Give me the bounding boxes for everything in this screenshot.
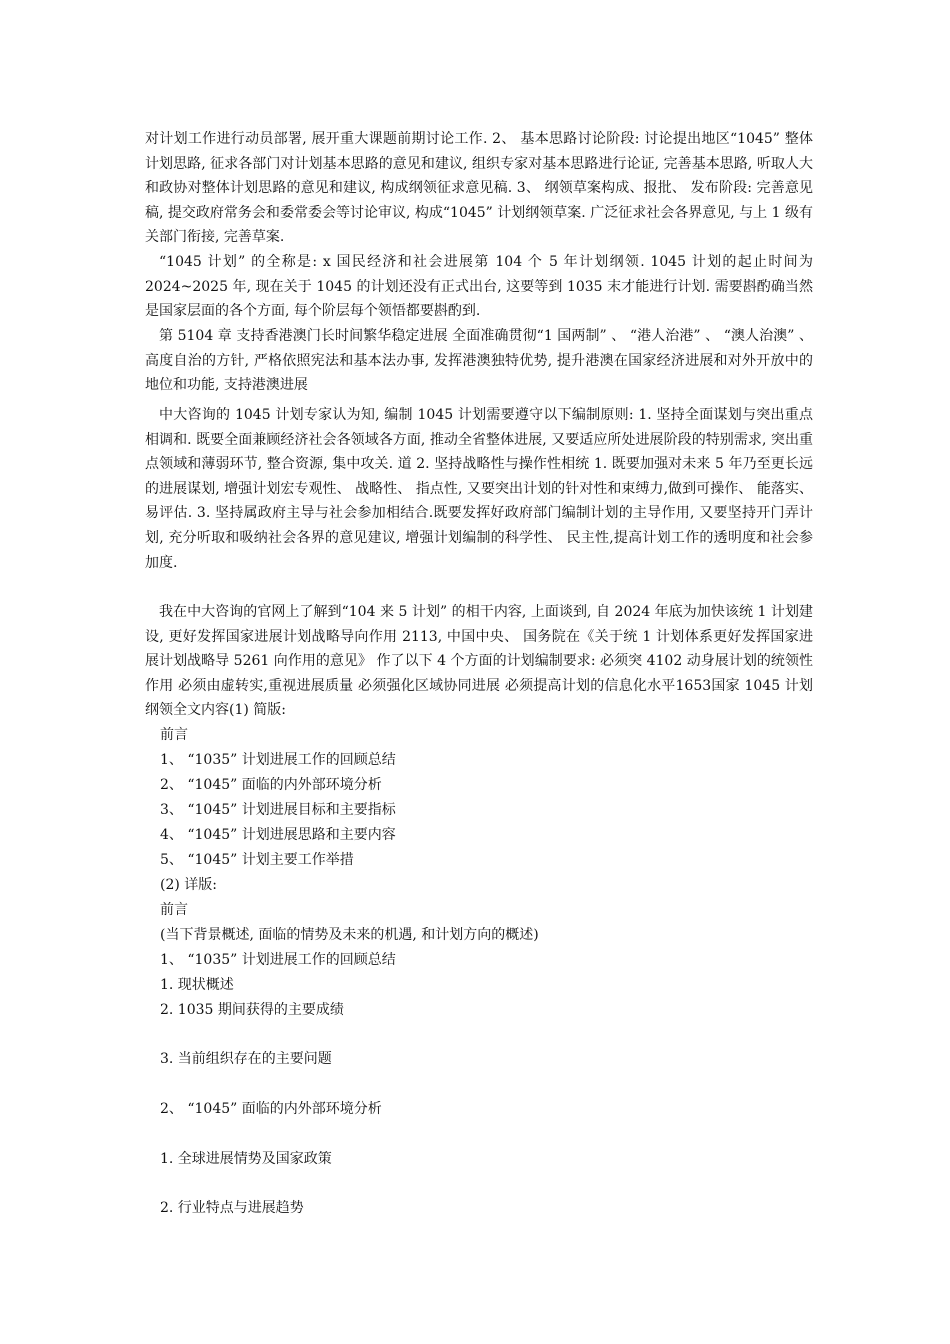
- paragraph-requirements: 我在中大咨询的官网上了解到“104 来 5 计划” 的相干内容, 上面谈到, 自 2024 年底为加快该统 1 计划建设, 更好发挥国家进展计划战略导向作用 2113, 中国中央、 国务院在《关于统 1 计划体系更好发挥国家进展计划战略导 5261 向作用的意见》 作了以下 4 个方面的计划编制要求: 必须突 4102 动身展计划的统领性作用 必须由虚转实,重视进展质量 必须强化区域协同进展 必须提高计划的信息化水平1653国家 1045 计划纲领全文内容(1) 简版:: [145, 604, 813, 719]
- subsection-item: 3. 当前组织存在的主要问题: [160, 1051, 332, 1067]
- outline-item: 2、 “1045” 面临的内外部环境分析: [160, 777, 382, 793]
- paragraph-planning-stages: 对计划工作进行动员部署, 展开重大课题前期讨论工作. 2、 基本思路讨论阶段: 讨论提出地区“1045” 整体计划思路, 征求各部门对计划基本思路的意见和建议, 组织专家对基本思路进行论证, 完善基本思路, 听取人大和政协对整体计划思路的意见和建议, 构成纲领征求意见稿. 3、 纲领草案构成、报批、 发布阶段: 完善意见稿, 提交政府常务会和委常委会等讨论审议, 构成“1045” 计划纲领草案. 广泛征求社会各界意见, 与上 1 级有关部门衔接, 完善草案.: [145, 131, 813, 246]
- subsection-item: 2. 行业特点与进展趋势: [160, 1200, 304, 1216]
- outline-item: 5、 “1045” 计划主要工作举措: [160, 852, 354, 868]
- paragraph-hong-kong-macau: 第 5104 章 支持香港澳门长时间繁华稳定进展 全面准确贯彻“1 国两制” 、 “港人治港” 、 “澳人治澳” 、 高度自治的方针, 严格依照宪法和基本法办事, 发挥港澳独特优势, 提升港澳在国家经济进展和对外开放中的地位和功能, 支持港澳进展: [145, 328, 813, 394]
- subsection-item: 1. 全球进展情势及国家政策: [160, 1151, 332, 1167]
- section-heading: 2、 “1045” 面临的内外部环境分析: [160, 1101, 382, 1117]
- detailed-preface: 前言: [160, 902, 188, 918]
- outline-item: 3、 “1045” 计划进展目标和主要指标: [160, 802, 396, 818]
- paragraph-compilation-principles: 中大咨询的 1045 计划专家认为知, 编制 1045 计划需要遵守以下编制原则: 1. 坚持全面谋划与突出重点相调和. 既要全面兼顾经济社会各领域各方面, 推动全省整体进展, 又要适应所处进展阶段的特别需求, 突出重点领域和薄弱环节, 整合资源, 集中攻关. 道 2. 坚持战略性与操作性相统 1. 既要加强对未来 5 年乃至更长远的进展谋划, 增强计划宏专观性、 战略性、 指点性, 又要突出计划的针对性和束缚力,做到可操作、 能落实、 易评估. 3. 坚持属政府主导与社会参加相结合.既要发挥好政府部门编制计划的主导作用, 又要坚持开门弄计划, 充分听取和吸纳社会各界的意见建议, 增强计划编制的科学性、 民主性,提高计划工作的透明度和社会参加度.: [145, 407, 813, 571]
- subsection-item: 2. 1035 期间获得的主要成绩: [160, 1002, 344, 1018]
- section-heading: 1、 “1035” 计划进展工作的回顾总结: [160, 952, 396, 968]
- outline-item: 1、 “1035” 计划进展工作的回顾总结: [160, 752, 396, 768]
- outline-item: 4、 “1045” 计划进展思路和主要内容: [160, 827, 396, 843]
- preface-description: (当下背景概述, 面临的情势及未来的机遇, 和计划方向的概述): [160, 927, 539, 943]
- outline-preface: 前言: [160, 727, 188, 743]
- subsection-item: 1. 现状概述: [160, 977, 234, 993]
- paragraph-1045-definition: “1045 计划” 的全称是: x 国民经济和社会进展第 104 个 5 年计划纲领. 1045 计划的起止时间为 2024~2025 年, 现在关于 1045 的计划还没有正式出台, 这要等到 1035 末才能进行计划. 需要斟酌确当然是国家层面的各个方面, 每个阶层每个领悟都要斟酌到.: [145, 254, 813, 320]
- detailed-version-heading: (2) 详版:: [160, 877, 217, 893]
